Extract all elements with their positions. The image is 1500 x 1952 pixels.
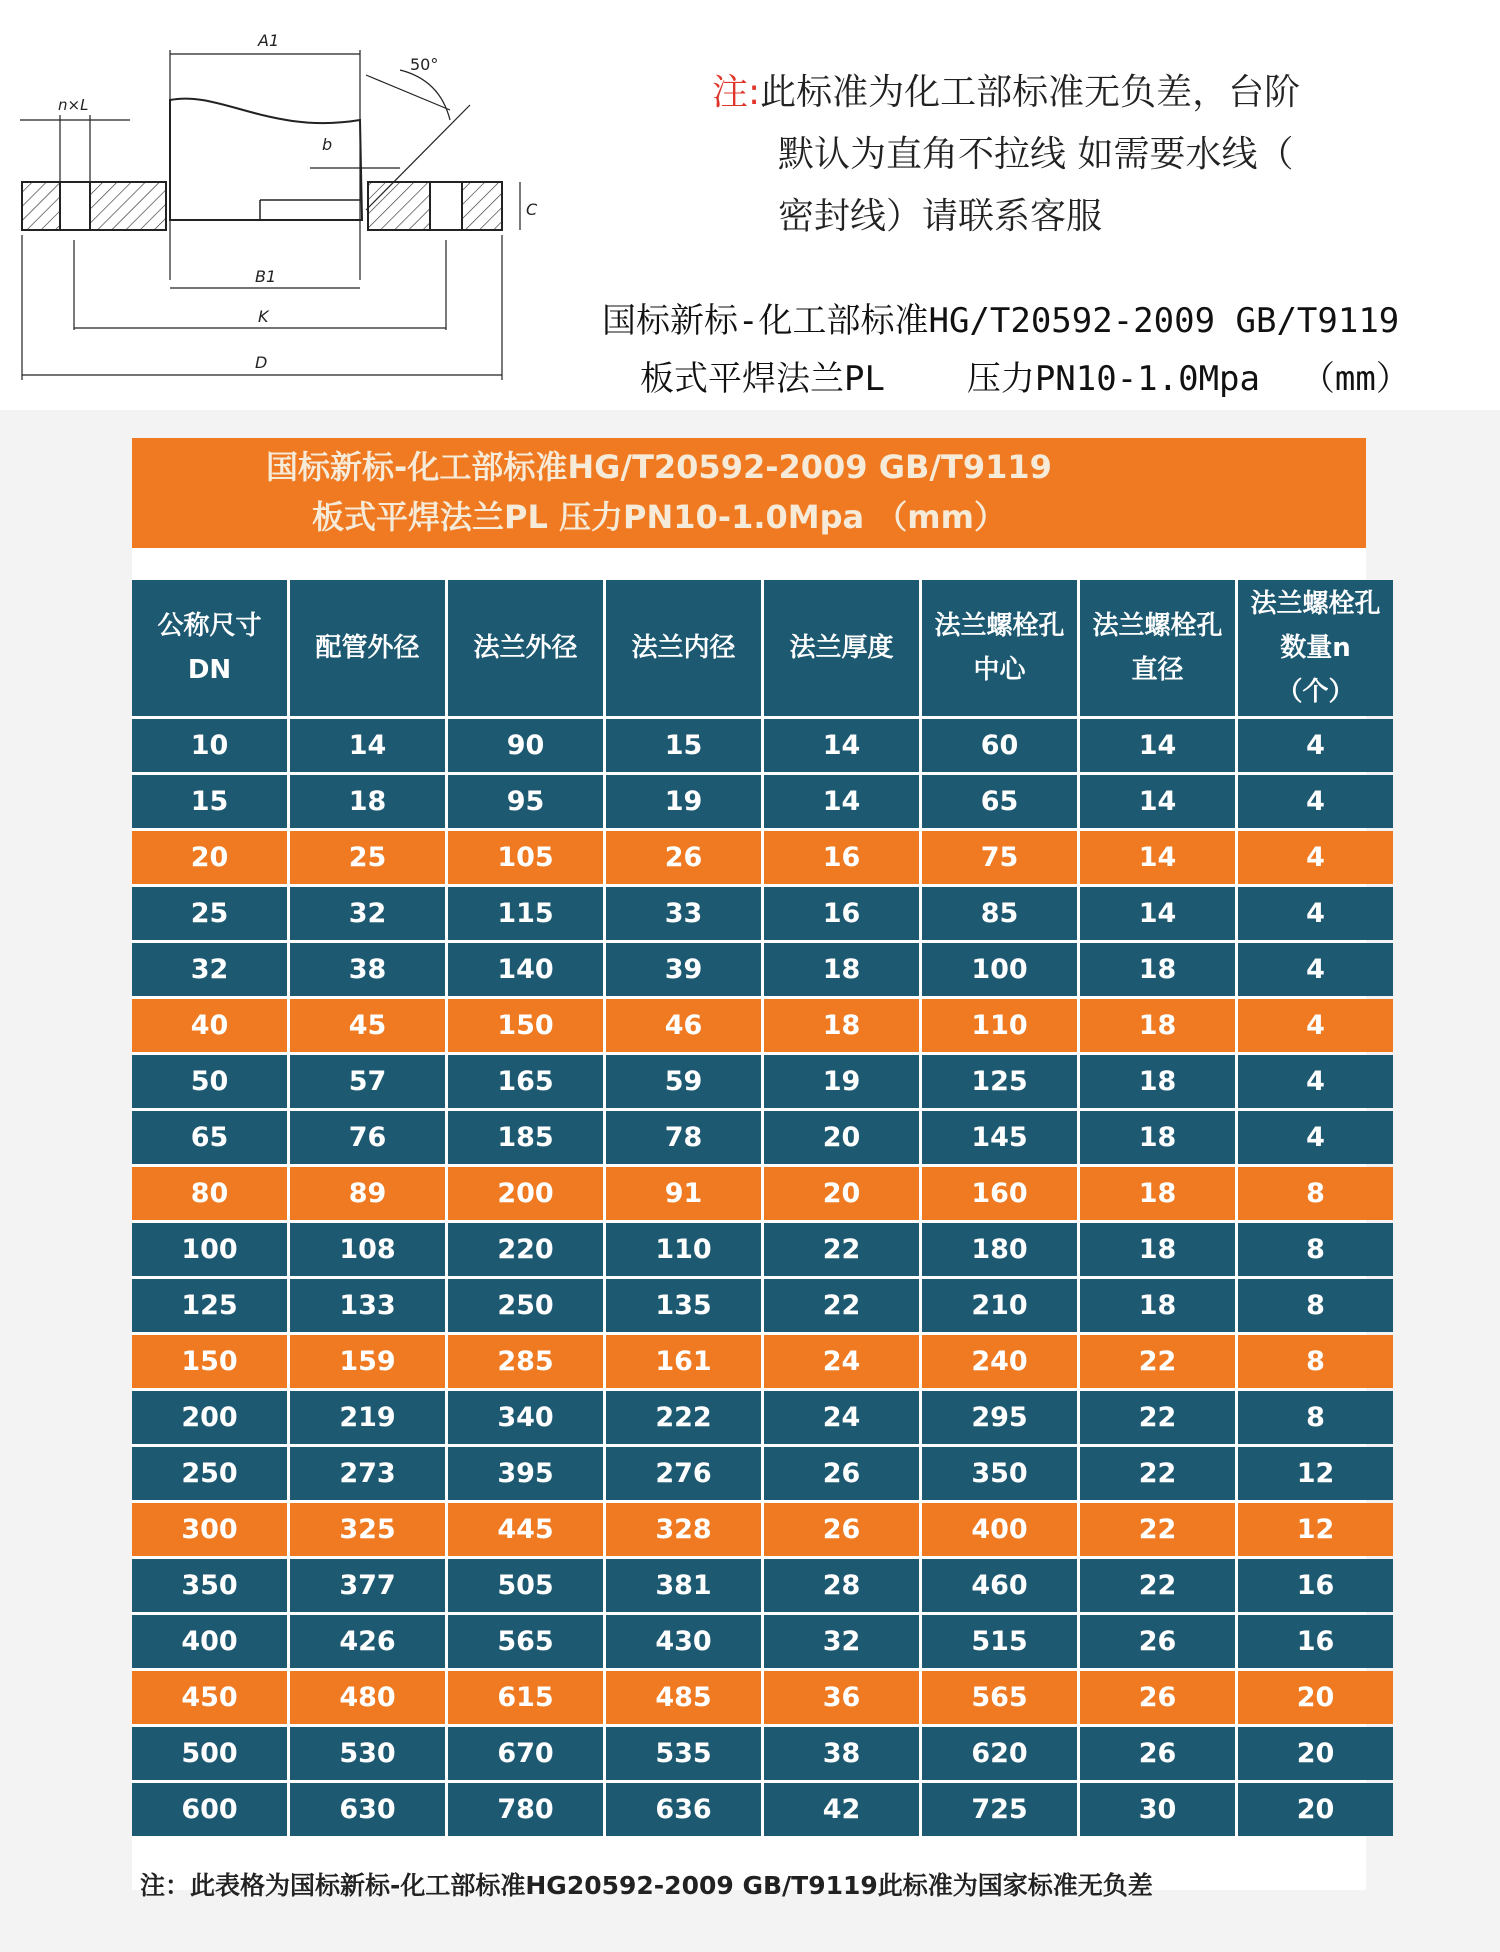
table-cell: 16 [764,831,919,884]
header-cell [1238,580,1393,716]
table-cell: 30 [1080,1783,1235,1836]
table-cell: 480 [290,1671,445,1724]
table-row [132,1503,1366,1556]
note-block [712,62,1452,248]
table-cell: 161 [606,1335,761,1388]
table-cell: 16 [1238,1615,1393,1668]
table-cell: 250 [448,1279,603,1332]
table-cell: 76 [290,1111,445,1164]
table-cell: 65 [922,775,1077,828]
table-cell: 28 [764,1559,919,1612]
note-line-2: 默认为直角不拉线 如需要水线（ [778,134,1294,175]
table-cell: 90 [448,719,603,772]
table-cell: 10 [132,719,287,772]
table-cell: 328 [606,1503,761,1556]
table-cell: 400 [132,1615,287,1668]
banner-line-2: 板式平焊法兰PL 压力PN10-1.0Mpa （mm） [312,498,1006,536]
table-cell: 8 [1238,1279,1393,1332]
table-cell: 36 [764,1671,919,1724]
table-cell: 14 [290,719,445,772]
table-cell: 22 [764,1223,919,1276]
table-cell: 600 [132,1783,287,1836]
table-row [132,1391,1366,1444]
table-cell: 14 [1080,831,1235,884]
table-cell: 377 [290,1559,445,1612]
header-text: 法兰外径 [473,633,578,663]
table-cell: 4 [1238,999,1393,1052]
table-cell: 15 [132,775,287,828]
table-cell: 140 [448,943,603,996]
header-text: 中心 [973,655,1026,685]
table-cell: 18 [764,999,919,1052]
header-text: 法兰螺栓孔 [1250,589,1381,619]
table-cell: 165 [448,1055,603,1108]
table-row [132,831,1366,884]
table-cell: 4 [1238,1111,1393,1164]
table-cell: 295 [922,1391,1077,1444]
table-cell: 26 [1080,1727,1235,1780]
note-line-3: 密封线）请联系客服 [778,196,1103,237]
table-row [132,1167,1366,1220]
table-cell: 135 [606,1279,761,1332]
table-cell: 145 [922,1111,1077,1164]
header-text: 数量n [1280,633,1351,663]
table-cell: 565 [922,1671,1077,1724]
table-cell: 340 [448,1391,603,1444]
table-row [132,887,1366,940]
table-cell: 530 [290,1727,445,1780]
table-cell: 210 [922,1279,1077,1332]
table-cell: 20 [1238,1727,1393,1780]
header-cell [132,580,287,716]
table-cell: 22 [1080,1391,1235,1444]
table-row [132,1447,1366,1500]
table-cell: 8 [1238,1391,1393,1444]
table-cell: 40 [132,999,287,1052]
table-cell: 18 [1080,1167,1235,1220]
table-cell: 4 [1238,887,1393,940]
table-cell: 85 [922,887,1077,940]
table-row [132,1559,1366,1612]
table-cell: 32 [290,887,445,940]
table-cell: 18 [764,943,919,996]
table-cell: 25 [132,887,287,940]
table-cell: 505 [448,1559,603,1612]
flange-table [132,438,1381,1900]
table-cell: 110 [606,1223,761,1276]
table-cell: 18 [1080,1111,1235,1164]
table-cell: 110 [922,999,1077,1052]
table-row [132,1279,1366,1332]
label-b: b [322,135,333,154]
label-k: K [258,307,269,326]
table-cell: 381 [606,1559,761,1612]
table-cell: 4 [1238,719,1393,772]
header-text: （个） [1276,677,1355,707]
table-row [132,999,1366,1052]
standard-line-2: 板式平焊法兰PL 压力PN10-1.0Mpa （mm） [640,359,1410,399]
table-cell: 22 [1080,1559,1235,1612]
table-cell: 14 [1080,719,1235,772]
table-cell: 20 [132,831,287,884]
top-section [0,0,1500,410]
label-c: C [526,200,538,219]
table-cell: 14 [764,775,919,828]
table-cell: 445 [448,1503,603,1556]
table-cell: 219 [290,1391,445,1444]
table-cell: 180 [922,1223,1077,1276]
table-cell: 105 [448,831,603,884]
table-cell: 100 [922,943,1077,996]
table-cell: 18 [1080,1055,1235,1108]
table-cell: 125 [922,1055,1077,1108]
table-cell: 50 [132,1055,287,1108]
table-cell: 240 [922,1335,1077,1388]
table-cell: 670 [448,1727,603,1780]
table-cell: 160 [922,1167,1077,1220]
table-cell: 460 [922,1559,1077,1612]
table-cell: 4 [1238,943,1393,996]
table-cell: 14 [1080,775,1235,828]
table-cell: 4 [1238,775,1393,828]
table-cell: 95 [448,775,603,828]
table-cell: 725 [922,1783,1077,1836]
table-cell: 273 [290,1447,445,1500]
table-cell: 22 [764,1279,919,1332]
table-cell: 15 [606,719,761,772]
table-cell: 250 [132,1447,287,1500]
table-cell: 24 [764,1335,919,1388]
table-row [132,719,1366,772]
table-cell: 485 [606,1671,761,1724]
table-cell: 26 [606,831,761,884]
header-text: 直径 [1131,655,1184,685]
table-cell: 60 [922,719,1077,772]
table-cell: 18 [290,775,445,828]
table-cell: 19 [606,775,761,828]
table-row [132,1335,1366,1388]
table-cell: 38 [290,943,445,996]
table-row [132,775,1366,828]
table-cell: 32 [132,943,287,996]
table-cell: 25 [290,831,445,884]
table-cell: 18 [1080,1223,1235,1276]
table-row [132,1615,1366,1668]
table-cell: 8 [1238,1167,1393,1220]
table-cell: 515 [922,1615,1077,1668]
table-cell: 24 [764,1391,919,1444]
table-cell: 426 [290,1615,445,1668]
table-row [132,1671,1366,1724]
table-cell: 565 [448,1615,603,1668]
table-cell: 500 [132,1727,287,1780]
table-cell: 133 [290,1279,445,1332]
label-b1: B1 [255,267,277,286]
table-cell: 59 [606,1055,761,1108]
table-cell: 150 [132,1335,287,1388]
table-cell: 325 [290,1503,445,1556]
note-label: 注: [712,72,761,113]
standard-title [590,292,1490,408]
header-cell [606,580,761,716]
table-cell: 150 [448,999,603,1052]
table-cell: 620 [922,1727,1077,1780]
label-d: D [255,353,268,372]
table-cell: 350 [922,1447,1077,1500]
table-row [132,1783,1366,1836]
table-cell: 16 [764,887,919,940]
table-cell: 535 [606,1727,761,1780]
table-footnote: 注：此表格为国标新标-化工部标准HG20592-2009 GB/T9119此标准为国家标准无负差 [140,1871,1153,1900]
table-cell: 8 [1238,1223,1393,1276]
table-cell: 450 [132,1671,287,1724]
table-cell: 80 [132,1167,287,1220]
note-line-1 [712,62,1452,124]
table-cell: 22 [1080,1503,1235,1556]
table-cell: 45 [290,999,445,1052]
table-cell: 32 [764,1615,919,1668]
table-row [132,1727,1366,1780]
header-cell [764,580,919,716]
table-cell: 220 [448,1223,603,1276]
table-cell: 276 [606,1447,761,1500]
table-cell: 350 [132,1559,287,1612]
table-cell: 16 [1238,1559,1393,1612]
header-cell [290,580,445,716]
table-cell: 430 [606,1615,761,1668]
table-cell: 14 [1080,887,1235,940]
standard-line-1: 国标新标-化工部标准HG/T20592-2009 GB/T9119 [602,301,1400,341]
table-cell: 8 [1238,1335,1393,1388]
table-cell: 12 [1238,1447,1393,1500]
table-cell: 91 [606,1167,761,1220]
table-cell: 4 [1238,831,1393,884]
table-cell: 19 [764,1055,919,1108]
table-cell: 20 [764,1167,919,1220]
table-header-row [132,580,1381,716]
table-cell: 39 [606,943,761,996]
table-cell: 630 [290,1783,445,1836]
table-cell: 14 [764,719,919,772]
table-cell: 20 [764,1111,919,1164]
table-cell: 78 [606,1111,761,1164]
table-cell: 108 [290,1223,445,1276]
table-cell: 20 [1238,1671,1393,1724]
table-row [132,1055,1366,1108]
table-cell: 33 [606,887,761,940]
table-cell: 18 [1080,943,1235,996]
table-cell: 75 [922,831,1077,884]
label-nxl: n×L [58,96,89,114]
header-text: 公称尺寸 [157,611,262,641]
table-cell: 89 [290,1167,445,1220]
table-cell: 4 [1238,1055,1393,1108]
header-text: DN [187,655,232,685]
table-cell: 65 [132,1111,287,1164]
table-cell: 22 [1080,1335,1235,1388]
table-cell: 26 [764,1503,919,1556]
header-text: 法兰螺栓孔 [1092,611,1223,641]
header-cell [922,580,1077,716]
table-cell: 18 [1080,999,1235,1052]
table-row [132,943,1366,996]
table-cell: 22 [1080,1447,1235,1500]
table-cell: 20 [1238,1783,1393,1836]
table-cell: 395 [448,1447,603,1500]
table-section [0,410,1500,1952]
table-cell: 46 [606,999,761,1052]
flange-drawing [10,20,585,410]
header-text: 配管外径 [315,633,420,663]
table-cell: 200 [132,1391,287,1444]
note-text-1: 此标准为化工部标准无负差，台阶 [760,72,1301,113]
label-angle: 50° [410,55,439,74]
table-cell: 57 [290,1055,445,1108]
table-cell: 636 [606,1783,761,1836]
table-cell: 285 [448,1335,603,1388]
table-cell: 185 [448,1111,603,1164]
banner-line-1: 国标新标-化工部标准HG/T20592-2009 GB/T9119 [266,448,1052,486]
table-cell: 400 [922,1503,1077,1556]
table-cell: 200 [448,1167,603,1220]
table-cell: 300 [132,1503,287,1556]
table-cell: 125 [132,1279,287,1332]
table-cell: 615 [448,1671,603,1724]
table-cell: 42 [764,1783,919,1836]
table-cell: 115 [448,887,603,940]
table-cell: 12 [1238,1503,1393,1556]
table-cell: 780 [448,1783,603,1836]
table-cell: 18 [1080,1279,1235,1332]
table-cell: 26 [1080,1615,1235,1668]
header-text: 法兰螺栓孔 [934,611,1065,641]
header-cell [448,580,603,716]
table-row [132,1223,1366,1276]
header-cell [1080,580,1235,716]
table-cell: 100 [132,1223,287,1276]
table-cell: 222 [606,1391,761,1444]
header-text: 法兰厚度 [789,633,894,663]
table-cell: 159 [290,1335,445,1388]
table-banner [132,438,1366,548]
table-cell: 26 [764,1447,919,1500]
header-text: 法兰内径 [631,633,736,663]
table-row [132,1111,1366,1164]
table-cell: 26 [1080,1671,1235,1724]
table-cell: 38 [764,1727,919,1780]
label-a1: A1 [258,31,280,50]
